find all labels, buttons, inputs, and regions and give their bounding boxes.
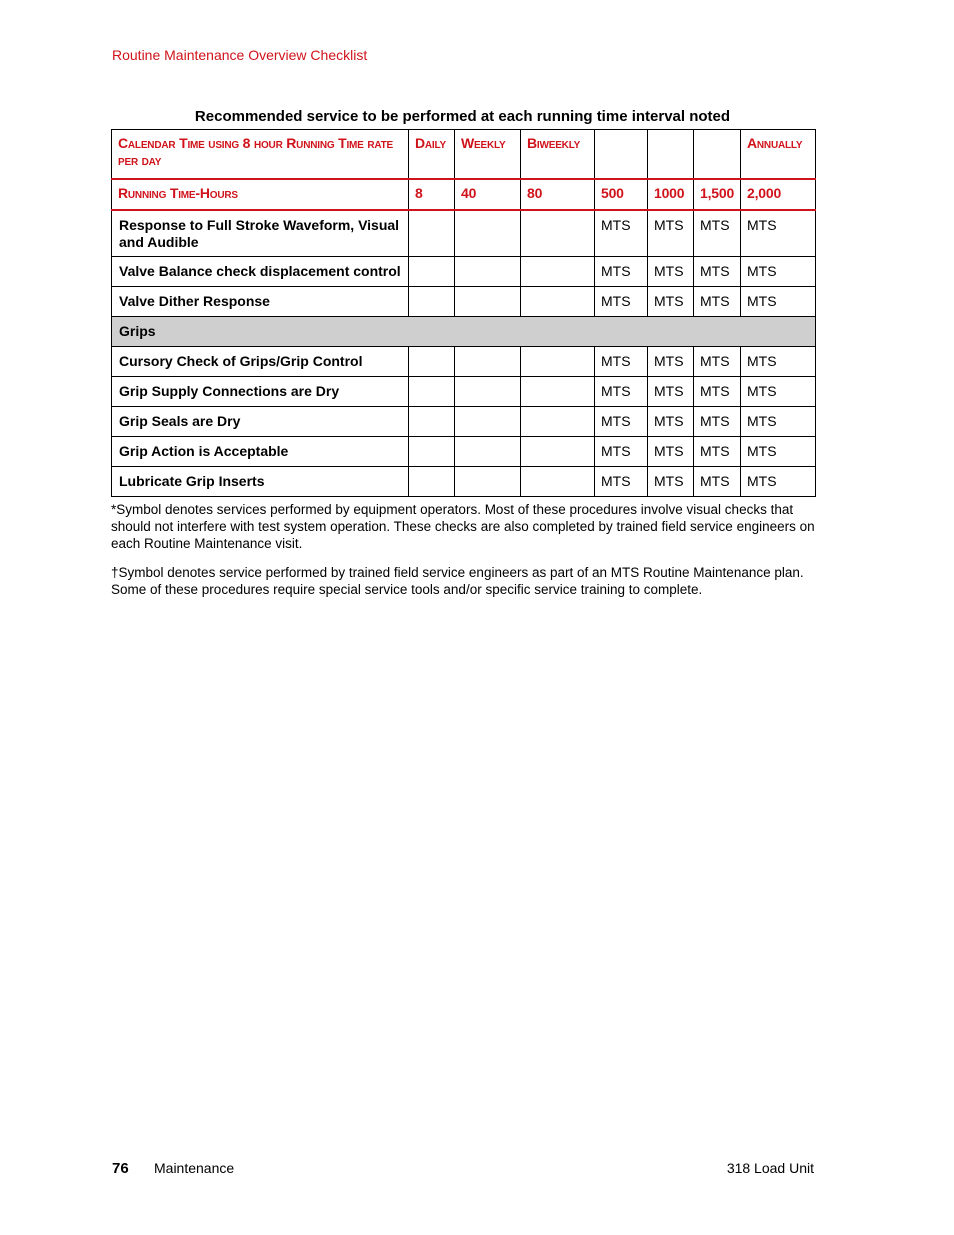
maintenance-checklist-table <box>111 129 816 497</box>
table-cell <box>409 407 455 437</box>
table-cell: MTS <box>648 407 694 437</box>
table-cell <box>455 257 521 287</box>
table-cell: MTS <box>648 347 694 377</box>
table-cell: MTS <box>595 257 648 287</box>
table-row <box>112 407 816 437</box>
header-cell: 8 <box>409 179 455 210</box>
table-cell: MTS <box>595 377 648 407</box>
table-cell: MTS <box>648 437 694 467</box>
table-cell: MTS <box>694 210 741 257</box>
table-cell: MTS <box>741 287 816 317</box>
header-row-calendar <box>112 130 816 179</box>
table-cell: MTS <box>741 467 816 497</box>
header-cell: Biweekly <box>521 130 595 179</box>
header-cell: 1,500 <box>694 179 741 210</box>
header-cell: 2,000 <box>741 179 816 210</box>
header-cell: Annually <box>741 130 816 179</box>
table-cell <box>455 437 521 467</box>
table-cell: MTS <box>648 257 694 287</box>
table-cell: MTS <box>595 287 648 317</box>
header-cell: Weekly <box>455 130 521 179</box>
table-cell: MTS <box>648 287 694 317</box>
table-row <box>112 257 816 287</box>
table-cell: MTS <box>694 437 741 467</box>
table-cell: MTS <box>694 377 741 407</box>
table-cell <box>521 377 595 407</box>
table-cell <box>455 377 521 407</box>
table-cell: MTS <box>595 437 648 467</box>
section-label: Grips <box>112 317 816 347</box>
table-cell <box>409 437 455 467</box>
table-row <box>112 210 816 257</box>
table-cell: MTS <box>694 467 741 497</box>
table-cell <box>521 437 595 467</box>
row-label: Grip Supply Connections are Dry <box>112 377 409 407</box>
table-cell: MTS <box>694 287 741 317</box>
row-label: Grip Action is Acceptable <box>112 437 409 467</box>
table-cell <box>521 467 595 497</box>
table-cell <box>455 210 521 257</box>
table-cell <box>521 407 595 437</box>
table-cell: MTS <box>741 407 816 437</box>
table-cell: MTS <box>741 347 816 377</box>
table-cell: MTS <box>741 210 816 257</box>
table-row <box>112 347 816 377</box>
operator-symbol-note: *Symbol denotes services performed by equipment operators. Most of these procedures involve visual checks that should not interfere with test system operation. These checks are also completed by trained field service engineers on each Routine Maintenance visit. <box>111 502 815 551</box>
engineer-symbol-note: †Symbol denotes service performed by trained field service engineers as part of an MTS Routine Maintenance plan. Some of these procedures require special service tools and/or specific service training to complete. <box>111 565 804 597</box>
page-number: 76 <box>112 1160 129 1177</box>
table-cell <box>455 347 521 377</box>
table-cell: MTS <box>741 437 816 467</box>
table-cell <box>521 347 595 377</box>
header-cell <box>595 130 648 179</box>
header-cell: 1000 <box>648 179 694 210</box>
table-cell <box>409 257 455 287</box>
table-cell: MTS <box>648 210 694 257</box>
footer-document-title: 318 Load Unit <box>726 1160 814 1176</box>
table-cell: MTS <box>595 210 648 257</box>
header-cell <box>648 130 694 179</box>
table-cell <box>521 210 595 257</box>
row-label: Valve Balance check displacement control <box>112 257 409 287</box>
table-row <box>112 377 816 407</box>
table-cell: MTS <box>741 377 816 407</box>
footnotes <box>111 501 816 610</box>
table-cell: MTS <box>595 407 648 437</box>
row-label: Cursory Check of Grips/Grip Control <box>112 347 409 377</box>
table-cell: MTS <box>694 347 741 377</box>
table-row <box>112 437 816 467</box>
table-title: Recommended service to be performed at each running time interval noted <box>194 108 731 125</box>
table-cell <box>521 257 595 287</box>
header-cell: Running Time-Hours <box>112 179 409 210</box>
table-cell: MTS <box>595 467 648 497</box>
row-label: Response to Full Stroke Waveform, Visual and Audible <box>112 210 409 257</box>
header-cell: 40 <box>455 179 521 210</box>
header-row-hours <box>112 179 816 210</box>
row-label: Valve Dither Response <box>112 287 409 317</box>
table-cell <box>409 210 455 257</box>
running-header: Routine Maintenance Overview Checklist <box>112 47 368 63</box>
row-label: Grip Seals are Dry <box>112 407 409 437</box>
table-cell <box>521 287 595 317</box>
header-cell: 80 <box>521 179 595 210</box>
table-cell: MTS <box>595 347 648 377</box>
table-cell: MTS <box>694 257 741 287</box>
row-label: Lubricate Grip Inserts <box>112 467 409 497</box>
table-cell <box>409 287 455 317</box>
table-cell <box>409 377 455 407</box>
table-row <box>112 467 816 497</box>
footer-section: Maintenance <box>154 1160 235 1176</box>
table-cell <box>409 347 455 377</box>
table-cell: MTS <box>648 377 694 407</box>
header-cell: Daily <box>409 130 455 179</box>
header-cell <box>694 130 741 179</box>
header-cell: 500 <box>595 179 648 210</box>
table-cell <box>455 407 521 437</box>
table-row <box>112 287 816 317</box>
table-cell: MTS <box>741 257 816 287</box>
table-cell <box>455 467 521 497</box>
table-cell: MTS <box>694 407 741 437</box>
table-cell: MTS <box>648 467 694 497</box>
section-row-grips <box>112 317 816 347</box>
header-cell: Calendar Time using 8 hour Running Time rate per day <box>112 130 409 179</box>
table-cell <box>409 467 455 497</box>
table-cell <box>455 287 521 317</box>
